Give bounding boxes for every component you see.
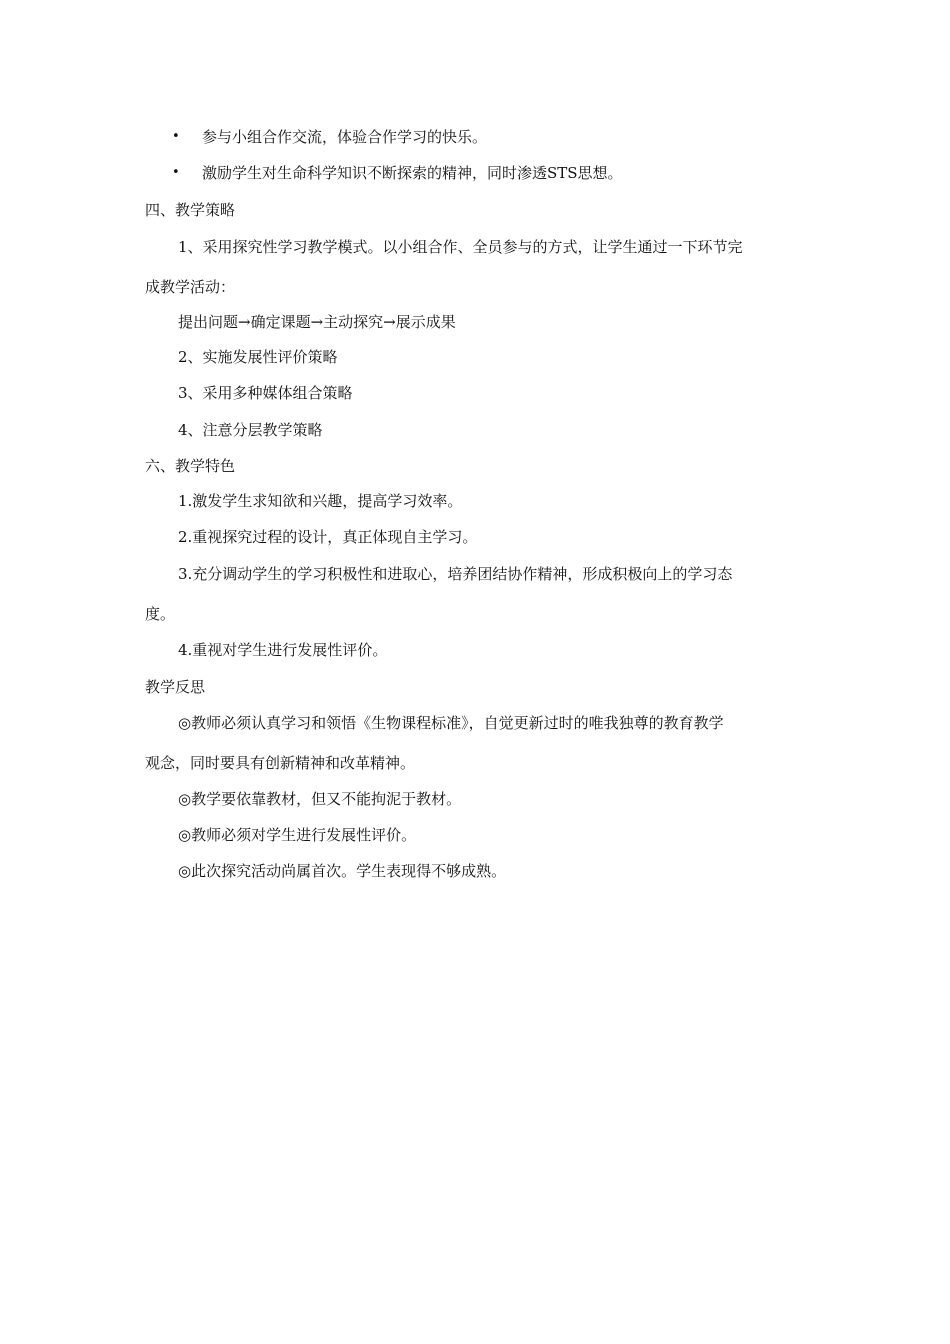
bullet-marker: •	[172, 129, 180, 144]
feature-item-2: 2.重视探究过程的设计，真正体现自主学习。	[178, 528, 478, 546]
reflection-item-4: ◎此次探究活动尚属首次。学生表现得不够成熟。	[178, 862, 507, 880]
feature-item-4: 4.重视对学生进行发展性评价。	[178, 641, 388, 659]
feature-item-3-continued: 度。	[145, 605, 176, 623]
section-heading-features: 六、教学特色	[145, 457, 236, 475]
bullet-marker: •	[172, 165, 180, 180]
section-heading-strategy: 四、教学策略	[145, 201, 236, 219]
strategy-item-1-continued: 成教学活动：	[145, 278, 236, 296]
strategy-item-4: 4、注意分层教学策略	[178, 421, 323, 439]
reflection-item-1: ◎教师必须认真学习和领悟《生物课程标准》，自觉更新过时的唯我独尊的教育教学	[178, 714, 724, 732]
reflection-item-2: ◎教学要依靠教材，但又不能拘泥于教材。	[178, 790, 462, 808]
feature-item-3: 3.充分调动学生的学习积极性和进取心，培养团结协作精神，形成积极向上的学习态	[178, 565, 733, 583]
strategy-item-3: 3、采用多种媒体组合策略	[178, 384, 353, 402]
bullet-item-cooperation: 参与小组合作交流，体验合作学习的快乐。	[202, 128, 488, 146]
strategy-flow: 提出问题→确定课题→主动探究→展示成果	[178, 313, 456, 331]
reflection-item-1-continued: 观念，同时要具有创新精神和改革精神。	[145, 754, 416, 772]
strategy-item-2: 2、实施发展性评价策略	[178, 348, 338, 366]
bullet-item-sts: 激励学生对生命科学知识不断探索的精神，同时渗透STS思想。	[202, 164, 623, 182]
feature-item-1: 1.激发学生求知欲和兴趣，提高学习效率。	[178, 492, 463, 510]
strategy-item-1: 1、采用探究性学习教学模式。以小组合作、全员参与的方式，让学生通过一下环节完	[178, 238, 743, 256]
reflection-item-3: ◎教师必须对学生进行发展性评价。	[178, 826, 417, 844]
section-heading-reflection: 教学反思	[145, 678, 206, 696]
